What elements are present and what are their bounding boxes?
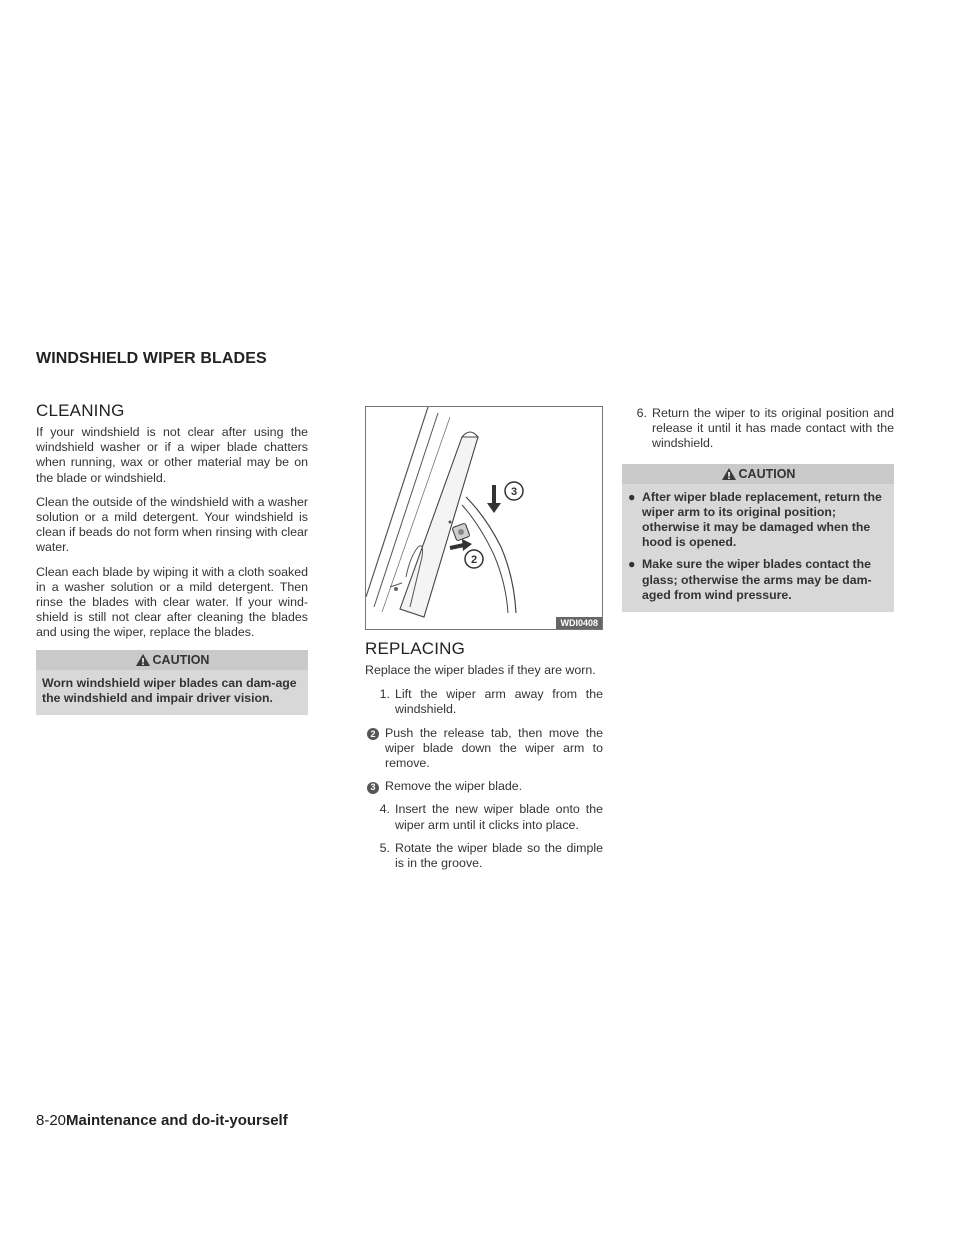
- section-title: WINDSHIELD WIPER BLADES: [36, 350, 267, 367]
- chapter-title: Maintenance and do-it-yourself: [66, 1112, 288, 1129]
- step-item: [365, 802, 603, 832]
- column-replacing: [365, 406, 603, 879]
- step-number-circled: 3: [367, 782, 379, 794]
- step-number: 6.: [636, 406, 647, 420]
- column-continued: [622, 406, 894, 612]
- step-item: [622, 406, 894, 452]
- figure-code: WDI0408: [556, 617, 602, 629]
- warning-icon: [721, 467, 737, 481]
- step-number: 5.: [379, 840, 390, 855]
- cleaning-paragraph: Clean each blade by wiping it with a cloth soaked in a washer solution or a mild detergent. Then rinse the blades with clear water. If your wind-shield is still not clear after cleaning the blades and using the wiper, replace the blades.: [36, 564, 308, 640]
- replacing-steps: [365, 687, 603, 871]
- step-text: Insert the new wiper blade onto the wiper arm until it clicks into place.: [395, 802, 603, 832]
- caution-bullet: [628, 557, 888, 603]
- step-text: Remove the wiper blade.: [385, 779, 523, 794]
- step-text: Rotate the wiper blade so the dimple is in the groove.: [395, 840, 603, 871]
- step-item: [365, 687, 603, 717]
- step-number-circled: 2: [367, 728, 379, 740]
- step-item: [365, 779, 603, 794]
- cleaning-heading: CLEANING: [36, 401, 125, 420]
- caution-label: CAUTION: [152, 652, 210, 667]
- step-number: 4.: [379, 802, 390, 817]
- bullet-dot: ●: [628, 557, 636, 572]
- step-text: Return the wiper to its original position and release it until it has made contact with the windshield.: [652, 406, 894, 451]
- callout-2-label: 2: [470, 554, 478, 566]
- step-text: Lift the wiper arm away from the windshield.: [395, 687, 603, 717]
- step-text: Push the release tab, then move the wiper blade down the wiper arm to remove.: [385, 725, 603, 771]
- bullet-dot: ●: [628, 489, 636, 504]
- caution-bullet-text: After wiper blade replacement, return the wiper arm to its original position; otherwise it may be damaged when the hood is opened.: [642, 489, 882, 550]
- warning-icon: [135, 653, 151, 667]
- caution-bullets: [622, 484, 894, 612]
- callout-3-label: 3: [510, 486, 518, 498]
- replacing-heading: REPLACING: [365, 639, 466, 658]
- step-item: [365, 841, 603, 871]
- caution-header: [36, 650, 308, 670]
- wiper-illustration: [365, 406, 603, 630]
- continued-steps: [622, 406, 894, 452]
- cleaning-paragraph: If your windshield is not clear after using the windshield washer or if a wiper blade chatters when running, wax or other material may be on the blade or windshield.: [36, 425, 308, 485]
- caution-box: [622, 464, 894, 612]
- caution-bullet-text: Make sure the wiper blades contact the glass; otherwise the arms may be dam-aged from wind pressure.: [642, 557, 872, 602]
- caution-bullet: [628, 490, 888, 551]
- column-cleaning: [36, 401, 308, 715]
- replacing-intro: Replace the wiper blades if they are worn.: [365, 663, 596, 677]
- caution-label: CAUTION: [738, 466, 796, 481]
- caution-text: Worn windshield wiper blades can dam-age the windshield and impair driver vision.: [42, 675, 297, 705]
- page-footer: [36, 1112, 288, 1129]
- page-number: 8-20: [36, 1112, 67, 1129]
- caution-box: [36, 650, 308, 715]
- step-item: [365, 726, 603, 772]
- wiper-arm-drawing: [366, 407, 602, 629]
- caution-header: [622, 464, 894, 484]
- step-number: 1.: [379, 687, 390, 702]
- cleaning-paragraph: Clean the outside of the windshield with a washer solution or a mild detergent. Your windshield is clean if beads do not form when rinsing with clear water.: [36, 494, 308, 555]
